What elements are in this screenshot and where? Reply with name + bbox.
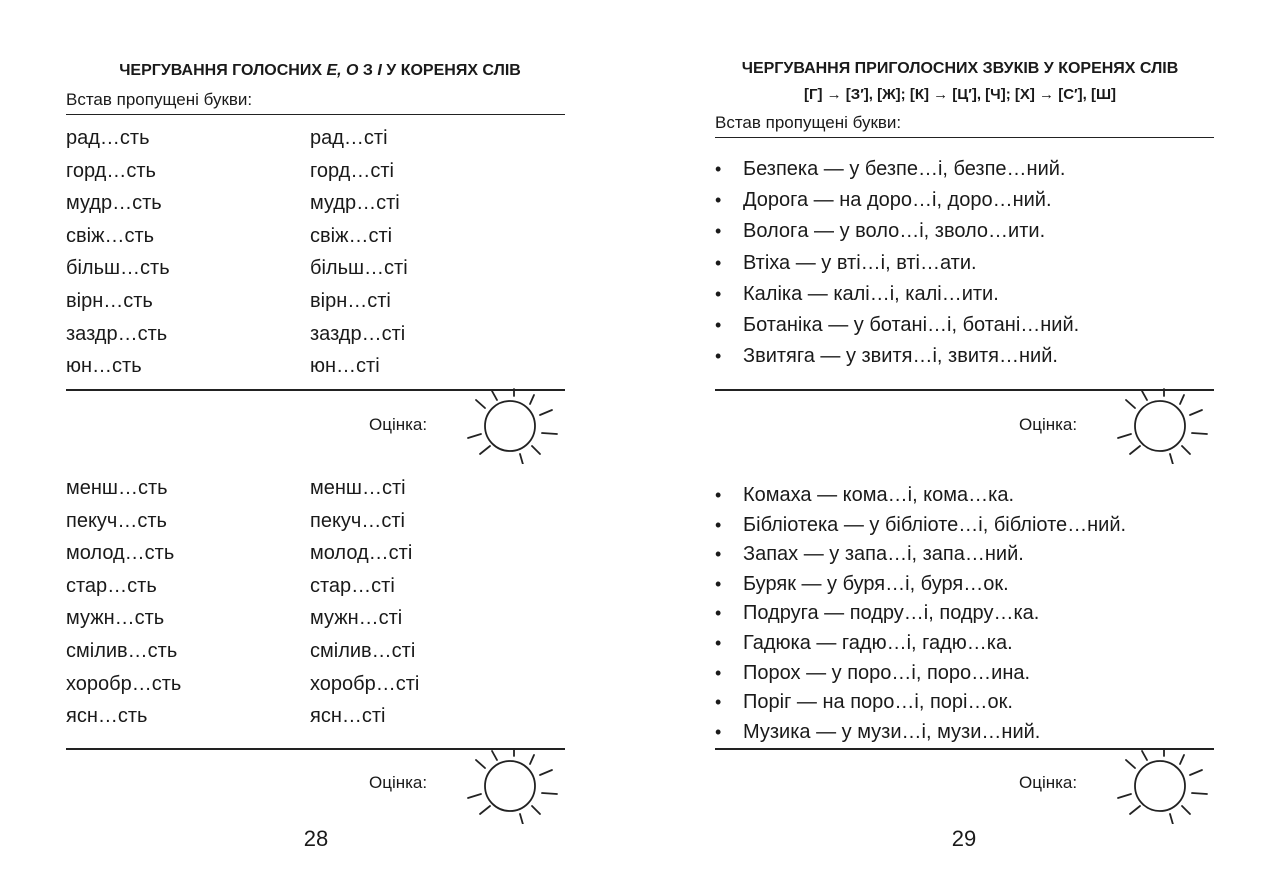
word-list-col2 bbox=[310, 472, 419, 733]
word-item: молод…сті bbox=[310, 542, 413, 565]
grade-label: Оцінка: bbox=[1019, 415, 1078, 434]
word-item: горд…сті bbox=[310, 159, 394, 182]
grade-label: Оцінка: bbox=[369, 773, 428, 792]
list-item: • Дорога — на доро…і, доро…ний. bbox=[715, 185, 1079, 216]
list-item: • Ботаніка — у ботані…і, ботані…ний. bbox=[715, 310, 1079, 341]
divider bbox=[66, 114, 565, 115]
word-item: пекуч…сть bbox=[66, 509, 167, 532]
word-item: вірн…сті bbox=[310, 289, 391, 312]
word-item: свіж…сті bbox=[310, 224, 393, 247]
grade-label: Оцінка: bbox=[1019, 773, 1078, 792]
word-item: вірн…сть bbox=[66, 289, 153, 312]
word-item: заздр…сті bbox=[310, 322, 406, 345]
list-item: • Безпека — у безпе…і, безпе…ний. bbox=[715, 154, 1079, 185]
list-item: • Втіха — у вті…і, вті…ати. bbox=[715, 248, 1079, 279]
page-number: 28 bbox=[303, 826, 329, 851]
list-item: • Запах — у запа…і, запа…ний. bbox=[715, 540, 1126, 570]
word-item: мужн…сті bbox=[310, 607, 403, 630]
page-subtitle: [Г] → [З′], [Ж]; [К] → [Ц′], [Ч]; [Х] → [С′], [Ш] bbox=[803, 86, 1117, 103]
word-item: рад…сті bbox=[310, 127, 388, 149]
word-item: мудр…сті bbox=[310, 192, 400, 215]
list-item: • Гадюка — гадю…і, гадю…ка. bbox=[715, 629, 1126, 659]
sun-icon bbox=[466, 748, 562, 824]
word-item: рад…сть bbox=[66, 127, 150, 149]
sun-icon bbox=[1116, 388, 1212, 464]
exercise-list bbox=[715, 481, 1126, 747]
list-item: • Поріг — на поро…і, порі…ок. bbox=[715, 688, 1126, 718]
word-item: пекуч…сті bbox=[310, 509, 405, 532]
instruction-text: Встав пропущені букви: bbox=[66, 90, 253, 109]
word-item: смілив…сть bbox=[66, 639, 178, 662]
word-item: мудр…сть bbox=[66, 192, 162, 215]
word-list-col2 bbox=[310, 122, 408, 383]
word-item: мужн…сть bbox=[66, 607, 165, 630]
word-list-col1 bbox=[66, 122, 170, 383]
divider bbox=[715, 137, 1214, 138]
word-item: менш…сть bbox=[66, 477, 168, 499]
word-item: менш…сті bbox=[310, 477, 406, 499]
word-item: ясн…сть bbox=[66, 705, 148, 728]
word-item: свіж…сть bbox=[66, 224, 155, 247]
word-item: хоробр…сті bbox=[310, 672, 420, 695]
exercise-list bbox=[715, 154, 1079, 372]
word-item: юн…сть bbox=[66, 355, 142, 378]
word-item: більш…сті bbox=[310, 257, 408, 280]
sun-icon bbox=[1116, 748, 1212, 824]
word-list-col1 bbox=[66, 472, 181, 733]
list-item: • Звитяга — у звитя…і, звитя…ний. bbox=[715, 341, 1079, 372]
word-item: смілив…сті bbox=[310, 639, 416, 662]
word-item: молод…сть bbox=[66, 542, 175, 565]
list-item: • Комаха — кома…і, кома…ка. bbox=[715, 481, 1126, 511]
list-item: • Каліка — калі…і, калі…ити. bbox=[715, 279, 1079, 310]
list-item: • Порох — у поро…і, поро…ина. bbox=[715, 659, 1126, 689]
list-item: • Музика — у музи…і, музи…ний. bbox=[715, 718, 1126, 748]
page-number: 29 bbox=[951, 826, 977, 851]
page-title: ЧЕРГУВАННЯ ПРИГОЛОСНИХ ЗВУКІВ У КОРЕНЯХ СЛІВ bbox=[741, 60, 1179, 77]
list-item: • Бібліотека — у бібліоте…і, бібліоте…ний. bbox=[715, 511, 1126, 541]
right-page bbox=[640, 0, 1280, 882]
page-title: ЧЕРГУВАННЯ ГОЛОСНИХ Е, О З І У КОРЕНЯХ СЛІВ bbox=[119, 62, 521, 79]
word-item: хоробр…сть bbox=[66, 672, 182, 695]
list-item: • Буряк — у буря…і, буря…ок. bbox=[715, 570, 1126, 600]
sun-icon bbox=[466, 388, 562, 464]
word-item: горд…сть bbox=[66, 159, 156, 182]
list-item: • Вологa — у воло…і, зволо…ити. bbox=[715, 216, 1079, 247]
list-item: • Подруга — подру…і, подру…ка. bbox=[715, 599, 1126, 629]
word-item: заздр…сть bbox=[66, 322, 168, 345]
word-item: більш…сть bbox=[66, 257, 170, 280]
word-item: стар…сть bbox=[66, 574, 157, 597]
word-item: ясн…сті bbox=[310, 705, 386, 728]
grade-label: Оцінка: bbox=[369, 415, 428, 434]
word-item: юн…сті bbox=[310, 355, 380, 378]
word-item: стар…сті bbox=[310, 574, 395, 597]
instruction-text: Встав пропущені букви: bbox=[715, 113, 902, 132]
